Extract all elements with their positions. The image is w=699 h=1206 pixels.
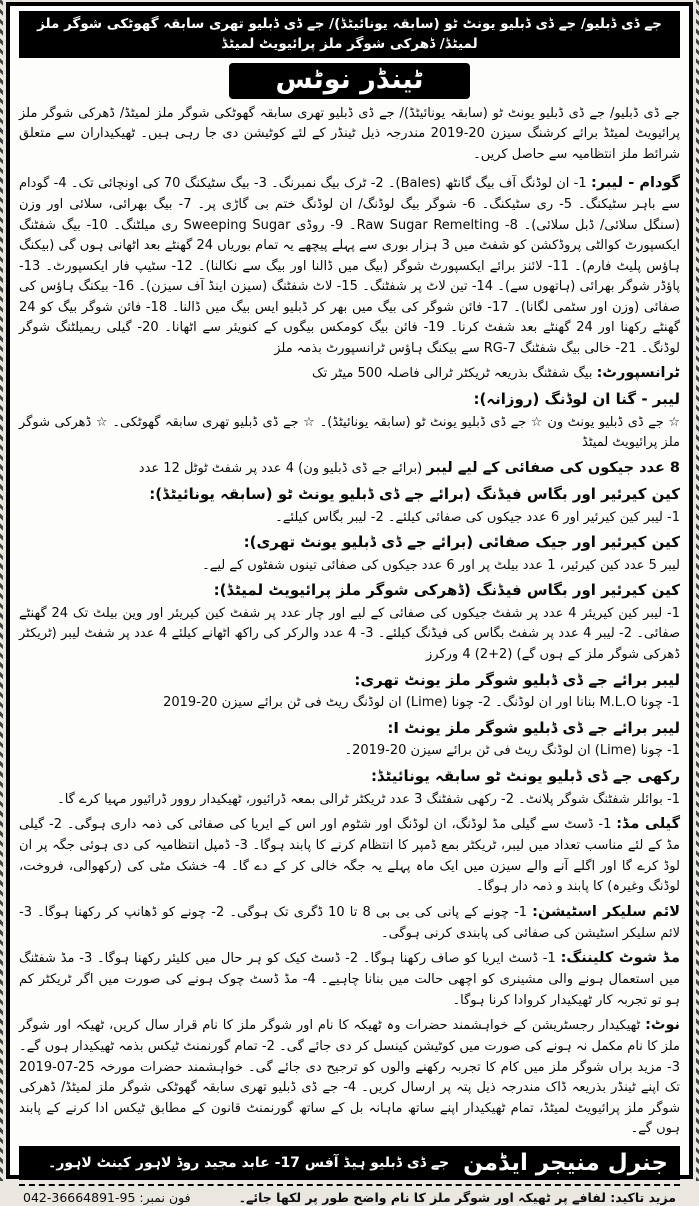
contact-row [19,1184,680,1206]
tender-section [19,813,680,898]
title-row [19,63,680,99]
phone-value: 042-36664891-95 [23,1189,136,1205]
tender-notice-ad [8,4,691,1205]
tender-section [19,172,680,359]
section-body: بیگ شفٹنگ بذریعہ ٹریکٹر ٹرالی فاصلہ 500 میٹر تک [311,366,593,382]
phone-number [23,1190,191,1205]
section-body: ☆ جے ڈی ڈبلیو یونٹ ون ☆ جے ڈی ڈبلیو یونٹ ٹو (سابقہ یونائیٹڈ)۔ ☆ جے ڈی ڈبلیو تھری سابقہ گھوٹکی۔ ☆ ڈھرکی شوگر ملز پرائیویٹ لمیٹڈ [19,414,680,451]
signature-bar [19,1146,680,1180]
section-heading: 8 عدد جیکوں کی صفائی کے لیے لیبر [426,459,680,476]
section-body: 1- ڈسٹ سے گیلی مڈ لوڈنگ، ان لوڈنگ اور شٹوم اور اس کے ایریا کی صفائی کی ذمہ داری ہوگی۔ 2- گیلی مڈ کے لئے مناسب تعداد میں لیبر، ٹریکٹر بمع ڈمپر کا انتظام کرنے کا پابند ہوگا۔ 3- ڈمپل انتظامیہ کی دی ہوئی جگہ پر ان لوڈ کرے گا اور اگلے آنے والے سیزن میں ایک ماہ پہلے یہ جگہ خالی کر کے دے گا۔ 4- خشک مٹی کی (رکھوالی، فروخت، لوڈنگ وغیرہ) کا پابند و ذمہ دار ہوگا۔ [19,817,681,895]
section-heading: لیبر برائے جے ڈی ڈبلیو شوگر ملز یونٹ I: [387,718,680,737]
intro-paragraph: جے ڈی ڈبلیو/ جے ڈی ڈبلیو یونٹ ٹو (سابقہ یونائیٹڈ)/ جے ڈی ڈبلیو تھری سابقہ گھوٹکی شوگر ملز لمیٹڈ/ ڈھرکی شوگر ملز پرائیویٹ لمیٹڈ برائے کرشنگ سیزن 20-2019 مندرجہ ذیل ٹینڈر کے لئے کوٹیشن دی جا رہی ہیں۔ ٹھیکیداران سے متعلق شرائط ملز انتظامیہ سے حاصل کریں۔ [19,105,680,162]
section-heading: رکھی جے ڈی ڈبلیو یونٹ ٹو سابقہ یونائیٹڈ: [370,766,680,785]
tender-section [19,388,680,454]
section-heading: مڈ شوٹ کلیننگ: [560,950,680,967]
section-body: 1- ڈسٹ ایریا کو صاف رکھنا ہوگا۔ 2- ڈسٹ کیک کو ہر حال میں کلیئر رکھنا ہوگا۔ 3- مڈ شفٹنگ میں استعمال ہونے والی مشینری کو اچھی حالت میں بنانا چاہیے۔ 4- مڈ ڈسٹ چوک ہونے کی صورت میں اگر ٹریکٹر کم ہو تو تجربہ کار ٹھیکیدار کروادا کرنا ہوگا۔ [19,951,681,1008]
section-body: 1- چونے کے پانی کی بی بی 8 تا 10 ڈگری تک ہوگی۔ 2- چونے کو ڈھانپ کر رکھنا ہوگا۔ 3- لائم سلیکر اسٹیشن کی صفائی کی پابندی کرنی ہوگی۔ [19,904,680,941]
tender-section [19,483,680,528]
tender-section [19,947,680,1011]
tender-section [19,717,680,762]
section-heading: کین کیرئیر اور جیک صفائی (برائے جے ڈی ڈبلیو یونٹ تھری): [243,533,680,552]
section-heading: گودام - لیبر: [590,175,680,192]
section-body: لیبر 5 عدد کین کیرئیر، 1 عدد بیلٹ پر اور 6 عدد جیکوں کی صفائی تینوں شفٹوں کے لیے۔ [202,557,680,573]
section-heading: گیلی مڈ: [616,816,681,833]
tender-section [19,362,680,385]
section-heading: نوٹ: [645,1017,680,1034]
section-heading: کین کیرئیر اور بگاس فیڈنگ (ڈھرکی شوگر ملز پرائیویٹ لمیٹڈ): [213,581,680,600]
section-heading: لیبر - گنا ان لوڈنگ (روزانہ): [473,390,680,409]
tender-section [19,579,680,665]
section-body: 1- چونا (Lime) ان لوڈنگ ریٹ فی ٹن برائے سیزن 20-2019۔ [344,743,680,759]
head-office-address: جے ڈی ڈبلیو ہیڈ آفس 17- عابد مجید روڈ لاہور کینٹ لاہور۔ [48,1154,450,1171]
section-body: 1- لیبر کین کیرئیر اور 6 عدد جیکوں کی صفائی کیلئے۔ 2- لیبر بگاس کیلئے۔ [275,509,680,525]
tender-section [19,901,680,944]
section-body: 1- بوائلر شفٹنگ شوگر پلانٹ۔ 2- رکھی شفٹنگ 3 عدد ٹریکٹر ٹرالی بمعہ ڈرائیور، ٹھیکیدار روور ڈرائیور مہیا کرے گا۔ [57,791,680,807]
tender-section [19,531,680,576]
tender-section [19,669,680,714]
tender-section [19,765,680,810]
section-body: ٹھیکیدار رجسٹریشن کے خواہشمند حضرات وہ ٹھیکہ کا نام اور شوگر ملز کا نام قرار سال کریں، ٹھیکہ اور شوگر ملز کا نام مکمل نہ ہونے کی صورت میں کوٹیشن کینسل کر دی جائے گی۔ 2- تمام گورنمنٹ ٹیکس بذمہ ٹھیکیدار ہوں گے۔ 3- مزید براں شوگر ملز میں کام کا تجربہ رکھنے والوں کو ترجیح دی جائے گی۔ خواہشمند حضرات مورخہ 25-07-2019 تک اپنے ٹینڈر بذریعہ ڈاک مندرجہ ذیل پتہ پر ارسال کریں۔ 4- جے ڈی ڈبلیو تھری سابقہ گھوٹکی شوگر ملز لمیٹڈ/ ڈھرکی شوگر ملز پرائیویٹ لمیٹڈ، تمام ٹھیکیدار اپنے ساتھ ماہانہ بل کے ساتھ گورنمنٹ قانون کے مطابق ٹیکس ادا کرنے کے پابند ہوں گے۔ [19,1018,681,1137]
tender-section [19,457,680,480]
tender-section [19,1014,680,1140]
section-heading: ٹرانسپورٹ: [596,365,680,382]
page-title: ٹینڈر نوٹس [229,63,469,99]
signatory-name: جنرل منیجر ایڈمن [463,1149,668,1176]
newspaper-column-separator-left [0,0,3,1181]
phone-label: فون نمبر: [139,1189,191,1205]
section-body: 1- لیبر کین کیریئر 4 عدد پر شفٹ جیکوں کی صفائی کے لیے اور چار عدد پر شفٹ کین کیریئر اور وین بیلٹ تک 24 گھنٹے صفائی۔ 2- لیبر 4 عدد پر شفٹ بگاس کی فیڈنگ کیلئے۔ 3- 4 عدد والرکر کی راکھ اٹھانے کیلئے 4 عدد پر شفٹ لیبر (ٹریکٹر ڈھرکی شوگر ملز کے ہوں گے) (2+2) 4 ورکرز [19,605,681,662]
envelope-instruction: مزید تاکید: لفافے پر ٹھیکہ اور شوگر ملز کا نام واضح طور پر لکھا جائے۔ [238,1189,676,1205]
masthead-company-line: جے ڈی ڈبلیو/ جے ڈی ڈبلیو یونٹ ٹو (سابقہ یونائیٹڈ)/ جے ڈی ڈبلیو تھری سابقہ گھوٹکی شوگر ملز لمیٹڈ/ ڈھرکی شوگر ملز پرائیویٹ لمیٹڈ [19,11,680,58]
section-body: 1- چونا M.L.O بنانا اور ان لوڈنگ۔ 2- چونا (Lime) ان لوڈنگ ریٹ فی ٹن برائے سیزن 20-2019 [163,695,680,711]
section-heading: لیبر برائے جے ڈی ڈبلیو شوگر ملز یونٹ تھری: [354,670,680,689]
section-heading: کین کیرئیر اور بگاس فیڈنگ (برائے جے ڈی ڈبلیو یونٹ ٹو (سابقہ یونائیٹڈ): [149,484,680,503]
section-heading: لائم سلیکر اسٹیشن: [532,903,680,920]
section-body: (برائے جے ڈی ڈبلیو ون) 4 عدد پر شفٹ ٹوٹل 12 عدد [138,460,423,476]
sections-container [19,169,680,1140]
section-body: 1- ان لوڈنگ آف بیگ گانٹھ (Bales)۔ 2- ٹرک بیگ نمبرنگ۔ 3- بیگ سٹیکنگ 70 کی اونچائی تک۔ 4- گودام سے باہر سٹیکنگ۔ 5- ری سٹیکنگ۔ 6- شوگر بیگ لوڈنگ/ ان لوڈنگ ختم بی گاڑی پر۔ 7- بیگ بھرائی، سلائی اور وزن (سنگل سلائی/ ڈبل سلائی)۔ 8- Raw Sugar Remelting۔ 9- روڈی Sweeping Sugar ری میلٹنگ۔ 10- بیگ شفٹنگ ایکسپورٹ کوالٹی پروڈکشن کو شفٹ میں 3 ہزار بوری سے پہلے پیچھے یہ تمام بوریاں 24 گھنٹے بعد اٹھانی ہوں گی (بیکنگ ہاؤس پلیٹ فارم)۔ 11- لائنز برائے ایکسپورٹ شوگر (بیگ میں ڈالنا اور بیگ سے نکالنا)۔ 12- سٹیپ فار ایکسپورٹ۔ 13- پاؤڈر شوگر بھرائی (ہاتھوں سے)۔ 14- تین لاٹ پر شفٹنگ۔ 15- لاٹ شفٹنگ (سیزن اینڈ آف سیزن)۔ 16- بیکنگ ہاؤس کی صفائی (وزن اور سٹمی لگانا)۔ 17- فائن شوگر کی بیگ میں بھر کر ڈبلیو ایس بیگ میں ڈالنا۔ 18- فائن شوگر بیگ کو 24 گھنٹے رکھنا اور 24 گھنٹے بعد شفٹ کرنا۔ 19- فائن بیگ کومکس بیگوں کے کنویئر سے اٹھانا۔ 20- گیلی ریمیلٹنگ شوگر لوڈنگ۔ 21- خالی بیگ شفٹنگ RG-7 سے بیکنگ ہاؤس ٹرانسپورٹ بذمہ ملز [19,176,681,356]
